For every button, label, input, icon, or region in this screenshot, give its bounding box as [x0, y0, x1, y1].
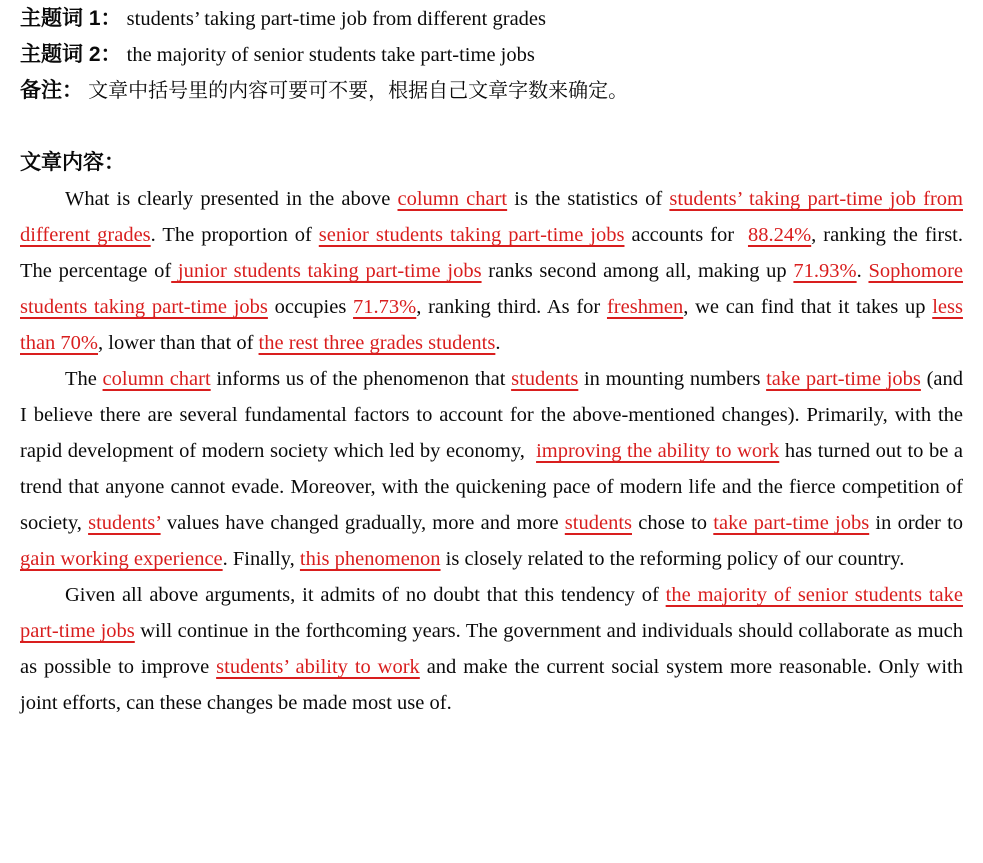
note-line: [20, 73, 963, 109]
paragraph-1: [20, 181, 963, 361]
text-run: .: [856, 260, 869, 282]
text-run: is closely related to the reforming policy of our country.: [440, 548, 905, 570]
text-run: .: [495, 332, 501, 354]
highlighted-phrase: freshmen: [606, 296, 684, 318]
highlighted-phrase: students’: [88, 512, 161, 534]
topic-term-2-label: 主题词 2：: [20, 43, 122, 66]
article-heading: 文章内容：: [20, 151, 125, 174]
note-label: 备注：: [20, 79, 83, 102]
highlighted-phrase: junior students taking part-time jobs: [171, 260, 482, 282]
highlighted-phrase: this phenomenon: [299, 548, 441, 570]
text-run: (and I believe there are several fundamental factors to account for the above-mentioned changes). Primarily, with the rapid development of modern society which led by economy,: [20, 368, 963, 462]
text-run: in order to: [869, 512, 964, 534]
text-run: will continue in the forthcoming years. The government and individuals should collaborate as much as possible to improve: [20, 620, 963, 678]
highlighted-phrase: students: [511, 368, 579, 390]
text-run: The: [65, 368, 103, 390]
topic-term-2-value: the majority of senior students take part-time jobs: [126, 44, 535, 66]
text-run: What is clearly presented in the above: [65, 188, 398, 210]
text-run: occupies: [267, 296, 354, 318]
text-run: accounts for: [624, 224, 748, 246]
text-run: . The proportion of: [150, 224, 319, 246]
highlighted-phrase: less than 70%: [20, 296, 963, 354]
article-body: [20, 181, 963, 721]
highlighted-phrase: the rest three grades students: [258, 332, 496, 354]
highlighted-phrase: column chart: [102, 368, 211, 390]
text-run: is the statistics of: [507, 188, 670, 210]
highlighted-phrase: students’ ability to work: [216, 656, 420, 678]
text-run: and make the current social system more reasonable. Only with joint efforts, can these changes be made most use of.: [20, 656, 963, 714]
blank-line: [20, 109, 963, 145]
highlighted-phrase: students: [564, 512, 632, 534]
text-run: chose to: [632, 512, 714, 534]
topic-term-1-label: 主题词 1：: [20, 7, 122, 30]
highlighted-phrase: improving the ability to work: [536, 440, 780, 462]
text-run: , ranking the first. The percentage of: [20, 224, 964, 282]
text-run: , lower than that of: [98, 332, 259, 354]
highlighted-phrase: Sophomore students taking part-time jobs: [20, 260, 964, 318]
text-run: values have changed gradually, more and more: [160, 512, 565, 534]
text-run: , we can find that it takes up: [683, 296, 933, 318]
text-run: , ranking third. As for: [416, 296, 607, 318]
text-run: informs us of the phenomenon that: [210, 368, 512, 390]
highlighted-phrase: 71.73%: [353, 296, 417, 318]
highlighted-phrase: 71.93%: [793, 260, 857, 282]
paragraph-3: [20, 577, 963, 721]
topic-term-1: [20, 1, 963, 37]
highlighted-phrase: take part-time jobs: [766, 368, 921, 390]
highlighted-phrase: the majority of senior students take part-time jobs: [20, 584, 963, 642]
paragraph-2: [20, 361, 963, 577]
note-value: 文章中括号里的内容可要可不要，根据自己文章字数来确定。: [88, 80, 629, 102]
text-run: in mounting numbers: [578, 368, 767, 390]
topic-term-2: [20, 37, 963, 73]
highlighted-phrase: senior students taking part-time jobs: [318, 224, 625, 246]
topic-term-1-value: students’ taking part-time job from different grades: [126, 8, 547, 30]
text-run: ranks second among all, making up: [481, 260, 794, 282]
text-run: Given all above arguments, it admits of no doubt that this tendency of: [65, 584, 666, 606]
highlighted-phrase: students’ taking part-time job from different grades: [20, 188, 963, 246]
text-run: . Finally,: [222, 548, 300, 570]
highlighted-phrase: take part-time jobs: [713, 512, 870, 534]
highlighted-phrase: gain working experience: [20, 548, 223, 570]
text-run: has turned out to be a trend that anyone cannot evade. Moreover, with the quickening pace of modern life and the fierce competition of society,: [20, 440, 963, 534]
highlighted-phrase: 88.24%: [747, 224, 812, 246]
highlighted-phrase: column chart: [397, 188, 508, 210]
